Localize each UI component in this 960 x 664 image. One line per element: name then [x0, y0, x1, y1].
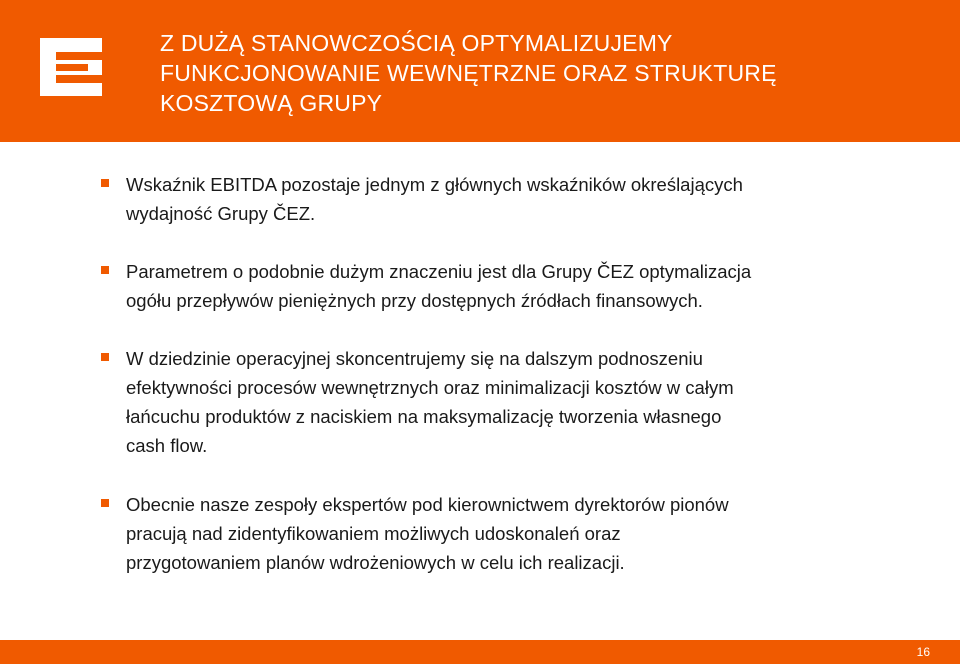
bullet-text [126, 170, 886, 228]
page-number: 16 [916, 645, 930, 659]
bullet-marker [101, 353, 109, 361]
bullet-line: pracują nad zidentyfikowaniem możliwych udoskonaleń oraz [126, 523, 621, 544]
bullet-line: przygotowaniem planów wdrożeniowych w celu ich realizacji. [126, 552, 625, 573]
bullet-marker [101, 499, 109, 507]
bullet-line: wydajność Grupy ČEZ. [126, 203, 316, 224]
bullet-marker [101, 266, 109, 274]
bullet-line: Obecnie nasze zespoły ekspertów pod kierownictwem dyrektorów pionów [126, 494, 729, 515]
bullet-line: Parametrem o podobnie dużym znaczeniu jest dla Grupy ČEZ optymalizacja [126, 261, 752, 282]
title-line: Z DUŻĄ STANOWCZOŚCIĄ OPTYMALIZUJEMY [160, 30, 673, 56]
bullet-text [126, 490, 886, 577]
bullet-marker [101, 179, 109, 187]
bullet-line: łańcuchu produktów z naciskiem na maksymalizację tworzenia własnego [126, 406, 722, 427]
footer-bar [0, 640, 960, 664]
bullet-line: ogółu przepływów pieniężnych przy dostępnych źródłach finansowych. [126, 290, 703, 311]
bullet-text [126, 344, 886, 460]
bullet-line: Wskaźnik EBITDA pozostaje jednym z głównych wskaźników określających [126, 174, 743, 195]
title-line: KOSZTOWĄ GRUPY [160, 90, 383, 116]
bullet-line: W dziedzinie operacyjnej skoncentrujemy się na dalszym podnoszeniu [126, 348, 703, 369]
bullet-line: cash flow. [126, 435, 208, 456]
title-line: FUNKCJONOWANIE WEWNĘTRZNE ORAZ STRUKTURĘ [160, 60, 777, 86]
bullet-line: efektywności procesów wewnętrznych oraz minimalizacji kosztów w całym [126, 377, 734, 398]
bullet-text [126, 257, 886, 315]
